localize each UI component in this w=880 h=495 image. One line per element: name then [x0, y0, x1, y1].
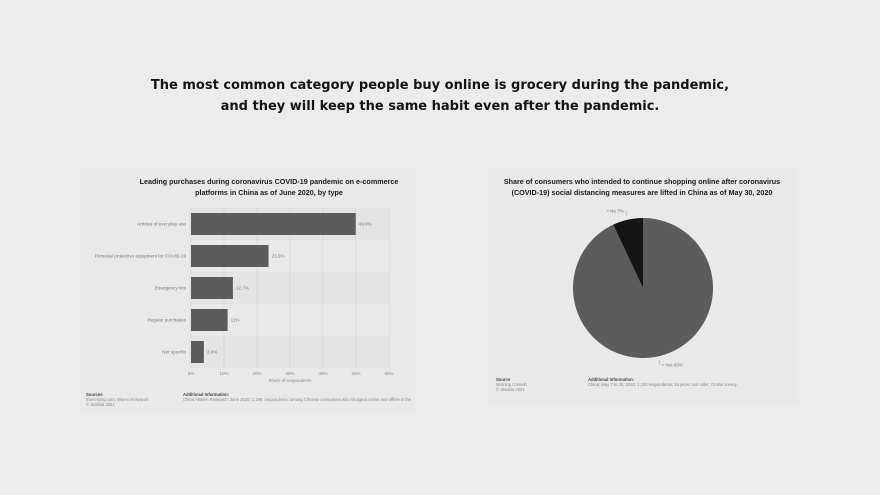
bar-value-label: 23.5%: [271, 253, 285, 259]
pie-chart-title-line-2: (COVID-19) social distancing measures are lifted in China as of May 30, 2020: [511, 188, 773, 197]
pie-sources-line-1: Morning Consult: [496, 382, 527, 387]
pie-additional-text: China; May 7 to 30, 2020; 1,180 respondents; 18 years and older; Online survey: [588, 382, 737, 387]
pie-leader-line: [659, 360, 660, 365]
bar-chart-panel: [80, 168, 415, 413]
x-tick-label: 40%: [318, 371, 328, 376]
bar-value-label: 3.9%: [206, 349, 218, 355]
bar-sources-line-1: Interesting.com; Waren Research: [86, 397, 149, 402]
category-label: Regular purchases: [147, 317, 186, 323]
pie-chart-title-line-1: Share of consumers who intended to continue shopping online after coronavirus: [503, 177, 781, 186]
category-label: Emergency kits: [154, 285, 186, 291]
bar: [191, 309, 228, 331]
pie-chart-panel: [487, 168, 797, 403]
headline-line-2: and they will keep the same habit even after the pandemic.: [220, 99, 660, 114]
bar-value-label: 11%: [230, 317, 240, 323]
pie-leader-line: [626, 211, 627, 216]
bar-chart-sources: [86, 392, 176, 407]
pie-slice-label: • No 7%: [607, 208, 624, 214]
pie-chart-additional-info: [588, 377, 793, 387]
bar-additional-text: China; Waren Research; June 2020; 1,196; respondents; among Chinese consumers who shopped online and offline in the: [183, 397, 412, 402]
bar-additional-heading: Additional Information:: [183, 392, 230, 397]
pie-slice-label: • Yes 93%: [662, 362, 683, 368]
headline: [0, 75, 880, 117]
category-label: Personal protective equipment for COVID-19: [94, 253, 186, 259]
pie-additional-heading: Additional Information:: [588, 377, 635, 382]
x-tick-label: 60%: [384, 371, 394, 376]
x-tick-label: 50%: [351, 371, 361, 376]
bar: [191, 213, 356, 235]
x-tick-label: 10%: [219, 371, 229, 376]
x-tick-label: 30%: [285, 371, 295, 376]
category-label: Articles of everyday use: [137, 221, 186, 227]
bar-value-label: 12.7%: [235, 285, 249, 291]
headline-line-1: The most common category people buy online is grocery during the pandemic,: [150, 78, 730, 93]
bar-chart-title-line-1: Leading purchases during coronavirus COVID-19 pandemic on e-commerce: [139, 177, 399, 186]
pie-chart-svg: [487, 168, 797, 373]
pie-sources-line-2: © Statista 2021: [496, 387, 525, 392]
category-label: Not specific: [162, 349, 186, 355]
bar-chart-additional-info: [183, 392, 413, 402]
bar-value-label: 49.9%: [358, 221, 372, 227]
bar-sources-heading: Sources: [86, 392, 103, 397]
pie-chart-sources: [496, 377, 576, 392]
bar-chart-svg: [80, 168, 415, 393]
x-tick-label: 0%: [187, 371, 195, 376]
x-axis-label: Share of respondents: [268, 378, 312, 383]
bar: [191, 245, 269, 267]
pie-sources-heading: Source: [496, 377, 511, 382]
bar-sources-line-2: © Statista 2021: [86, 402, 115, 407]
bar-chart-title-line-2: platforms in China as of June 2020, by type: [195, 188, 343, 197]
bar: [191, 277, 233, 299]
bar: [191, 341, 204, 363]
x-tick-label: 20%: [252, 371, 262, 376]
